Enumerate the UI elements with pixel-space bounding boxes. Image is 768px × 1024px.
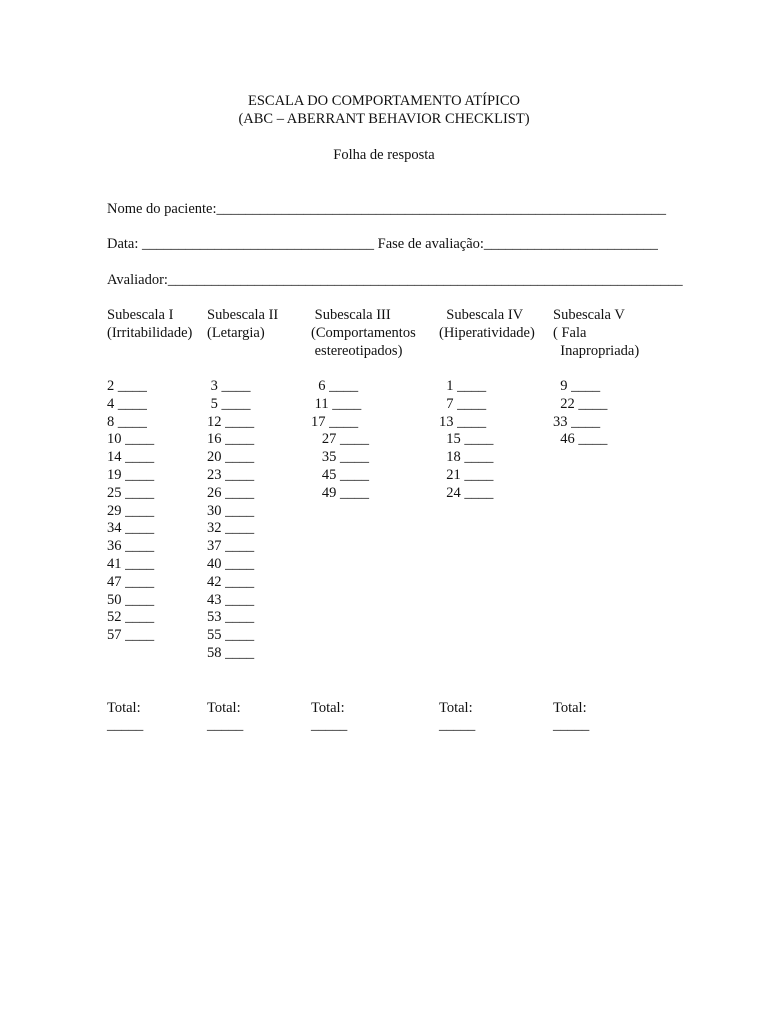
item-answer-blank[interactable]: 3 ____: [207, 378, 251, 394]
item-answer-blank[interactable]: 22 ____: [553, 396, 608, 412]
total-label: Total:: [107, 700, 141, 716]
subscale-heading-line3: estereotipados): [311, 343, 403, 359]
subscale-heading-line2: (Irritabilidade): [107, 325, 193, 341]
form-title: ESCALA DO COMPORTAMENTO ATÍPICO: [247, 93, 521, 109]
item-answer-blank[interactable]: 53 ____: [207, 609, 255, 625]
subscale-heading: Subescala II: [207, 307, 279, 323]
item-answer-blank[interactable]: 15 ____: [439, 431, 494, 447]
total-blank[interactable]: _____: [207, 717, 244, 733]
patient-name-field: Nome do paciente:______________________________________________________________: [107, 201, 667, 217]
item-answer-blank[interactable]: 41 ____: [107, 556, 155, 572]
item-answer-blank[interactable]: 18 ____: [439, 449, 494, 465]
total-blank[interactable]: _____: [107, 717, 144, 733]
item-answer-blank[interactable]: 16 ____: [207, 431, 255, 447]
item-answer-blank[interactable]: 24 ____: [439, 485, 494, 501]
item-answer-blank[interactable]: 19 ____: [107, 467, 155, 483]
item-answer-blank[interactable]: 34 ____: [107, 520, 155, 536]
subscale-heading: Subescala III: [311, 307, 391, 323]
answer-sheet-label: Folha de resposta: [333, 147, 435, 163]
item-answer-blank[interactable]: 36 ____: [107, 538, 155, 554]
item-answer-blank[interactable]: 37 ____: [207, 538, 255, 554]
item-answer-blank[interactable]: 20 ____: [207, 449, 255, 465]
item-answer-blank[interactable]: 6 ____: [311, 378, 359, 394]
subscale-heading-line2: (Comportamentos: [311, 325, 416, 341]
item-answer-blank[interactable]: 17 ____: [311, 414, 359, 430]
total-label: Total:: [439, 700, 473, 716]
item-answer-blank[interactable]: 25 ____: [107, 485, 155, 501]
item-answer-blank[interactable]: 4 ____: [107, 396, 147, 412]
subscale-heading: Subescala V: [553, 307, 625, 323]
item-answer-blank[interactable]: 8 ____: [107, 414, 147, 430]
item-answer-blank[interactable]: 33 ____: [553, 414, 601, 430]
item-answer-blank[interactable]: 46 ____: [553, 431, 608, 447]
item-answer-blank[interactable]: 40 ____: [207, 556, 255, 572]
item-answer-blank[interactable]: 12 ____: [207, 414, 255, 430]
item-answer-blank[interactable]: 27 ____: [311, 431, 369, 447]
total-blank[interactable]: _____: [311, 717, 348, 733]
item-answer-blank[interactable]: 42 ____: [207, 574, 255, 590]
total-label: Total:: [553, 700, 587, 716]
item-answer-blank[interactable]: 7 ____: [439, 396, 487, 412]
item-answer-blank[interactable]: 29 ____: [107, 503, 155, 519]
total-blank[interactable]: _____: [439, 717, 476, 733]
subscale-heading-line3: Inapropriada): [553, 343, 640, 359]
item-answer-blank[interactable]: 10 ____: [107, 431, 155, 447]
total-label: Total:: [207, 700, 241, 716]
date-and-phase-field: Data: ________________________________ Fase de avaliação:________________________: [107, 236, 658, 252]
subscale-heading-line2: (Letargia): [207, 325, 265, 341]
subscale-heading: Subescala I: [107, 307, 174, 323]
item-answer-blank[interactable]: 57 ____: [107, 627, 155, 643]
item-answer-blank[interactable]: 13 ____: [439, 414, 487, 430]
item-answer-blank[interactable]: 47 ____: [107, 574, 155, 590]
item-answer-blank[interactable]: 45 ____: [311, 467, 369, 483]
item-answer-blank[interactable]: 52 ____: [107, 609, 155, 625]
total-blank[interactable]: _____: [553, 717, 590, 733]
item-answer-blank[interactable]: 43 ____: [207, 592, 255, 608]
subscale-heading-line2: ( Fala: [553, 325, 587, 341]
item-answer-blank[interactable]: 5 ____: [207, 396, 251, 412]
item-answer-blank[interactable]: 58 ____: [207, 645, 255, 661]
item-answer-blank[interactable]: 11 ____: [311, 396, 362, 412]
item-answer-blank[interactable]: 26 ____: [207, 485, 255, 501]
item-answer-blank[interactable]: 35 ____: [311, 449, 369, 465]
item-answer-blank[interactable]: 49 ____: [311, 485, 369, 501]
item-answer-blank[interactable]: 2 ____: [107, 378, 147, 394]
item-answer-blank[interactable]: 32 ____: [207, 520, 255, 536]
item-answer-blank[interactable]: 9 ____: [553, 378, 601, 394]
evaluator-field: Avaliador:_______________________________________________________________________: [107, 272, 683, 288]
item-answer-blank[interactable]: 55 ____: [207, 627, 255, 643]
item-answer-blank[interactable]: 50 ____: [107, 592, 155, 608]
item-answer-blank[interactable]: 21 ____: [439, 467, 494, 483]
form-subtitle: (ABC – ABERRANT BEHAVIOR CHECKLIST): [238, 111, 530, 127]
item-answer-blank[interactable]: 30 ____: [207, 503, 255, 519]
item-answer-blank[interactable]: 23 ____: [207, 467, 255, 483]
total-label: Total:: [311, 700, 345, 716]
subscale-heading: Subescala IV: [439, 307, 524, 323]
subscale-heading-line2: (Hiperatividade): [439, 325, 535, 341]
item-answer-blank[interactable]: 1 ____: [439, 378, 487, 394]
item-answer-blank[interactable]: 14 ____: [107, 449, 155, 465]
